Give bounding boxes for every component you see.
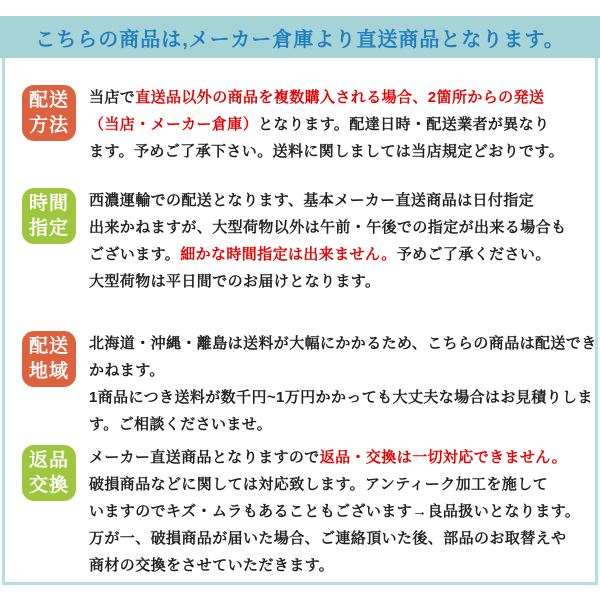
badge-label-line2: 地域: [28, 361, 69, 382]
top-margin: [0, 0, 600, 16]
section-shipping-method: [22, 84, 589, 165]
shipping-method-text: [89, 84, 589, 165]
shipping-area-badge: [22, 331, 76, 387]
badge-label-line1: 配送: [28, 90, 69, 111]
badge-label-line2: 指定: [28, 218, 69, 239]
text-line: （当店・メーカー倉庫）となります。配達日時・配送業者が異なり: [89, 116, 550, 133]
text-line: す。ご相談くださいませ。: [89, 416, 273, 433]
text-line: 万が一、破損商品が届いた場合、ご連絡頂いた後、部品のお取替えや: [89, 530, 567, 547]
text-line: ございます。細かな時間指定は出来ません。予めご了承ください。: [89, 246, 551, 263]
badge-label-line2: 方法: [28, 115, 69, 136]
badge-label-line2: 交換: [28, 475, 69, 496]
text-line: 当店で直送品以外の商品を複数購入される場合、2箇所からの発送: [89, 89, 545, 106]
text-line: かねます。: [89, 362, 165, 379]
text-line: 西濃運輸での配送となります、基本メーカー直送商品は日付指定: [89, 192, 535, 209]
section-returns-exchange: [22, 444, 589, 579]
returns-exchange-badge: [22, 445, 76, 501]
text-line: 1商品につき送料が数千円~1万円かかっても大丈夫な場合はお見積りしま: [89, 389, 593, 406]
section-shipping-area: [22, 330, 597, 438]
text-line: 北海道・沖縄・離島は送料が大幅にかかるため、こちらの商品は配送でき: [89, 335, 597, 352]
banner-text: こちらの商品は,メーカー倉庫より直送商品となります。: [35, 28, 565, 51]
section-time-designation: [22, 187, 589, 295]
text-line: メーカー直送商品となりますので返品・交換は一切対応できません。: [89, 449, 568, 466]
badge-label-line1: 配送: [28, 336, 69, 357]
badge-label-line1: 時間: [28, 193, 69, 214]
direct-shipping-notice-banner: [0, 16, 600, 58]
text-line: 商材の交換をさせていただきます。: [89, 557, 335, 574]
returns-exchange-text: [89, 444, 589, 579]
time-designation-text: [89, 187, 589, 295]
shipping-method-badge: [22, 85, 76, 141]
text-line: 出来かねますが、大型荷物以外は午前・午後での指定が出来る場合も: [89, 219, 567, 236]
text-line: 破損商品などに関しては対応致します。アンティーク加工を施して: [89, 476, 549, 493]
text-line: 大型荷物は平日間でのお届けとなります。: [89, 273, 381, 290]
text-line: ます。予めご了承下さい。送料に関しましては当店規定どおりです。: [89, 143, 565, 160]
time-designation-badge: [22, 188, 76, 244]
shipping-area-text: [89, 330, 597, 438]
shipping-info-panel: [2, 58, 598, 585]
badge-label-line1: 返品: [28, 450, 69, 471]
text-line: いますのでキズ・ムラもあることもございます→良品扱いとなります。: [89, 503, 581, 520]
